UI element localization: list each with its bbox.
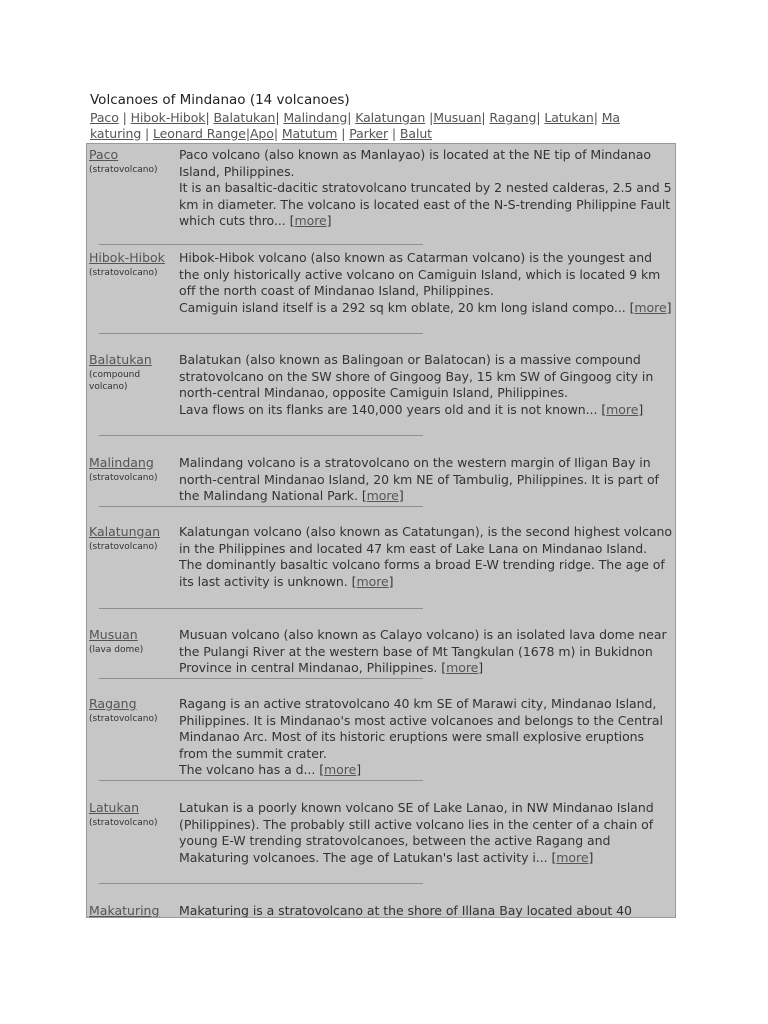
more-link[interactable]: more (294, 213, 327, 228)
volcano-name-link[interactable]: Hibok-Hibok (89, 250, 165, 265)
volcano-description (179, 696, 675, 779)
more-link[interactable]: more (356, 573, 389, 589)
more-link[interactable]: more (634, 299, 667, 315)
volcano-name-link[interactable]: Musuan (89, 627, 138, 642)
volcano-type: (stratovolcano) (89, 268, 158, 278)
description-line: Lava flows on its flanks are 140,000 years old and it is not known... [more] (179, 401, 644, 417)
nav-link-musuan[interactable]: Musuan (433, 110, 482, 125)
volcano-description (179, 147, 675, 230)
volcano-description (179, 352, 675, 418)
volcano-nav: Paco | Hibok-Hibok| Balatukan| Malindang| Kalatungan |Musuan| Ragang| Latukan| Ma katuring | Leonard Range|Apo| Matutum | Parker | Balut (90, 110, 620, 141)
description-line: Hibok-Hibok volcano (also known as Catarman volcano) is the youngest and the only historically active volcano on Camiguin Island, which is located 9 km off the north coast of Mindanao Island, Philippines. (179, 250, 661, 298)
volcano-name-link[interactable]: Makaturing (89, 903, 160, 918)
entry-divider (99, 780, 423, 781)
nav-link-hibok-hibok[interactable]: Hibok-Hibok (130, 110, 206, 125)
description-line: Balatukan (also known as Balingoan or Balatocan) is a massive compound stratovolcano on the SW shore of Gingoog Bay, 15 km SW of Gingoog city in north-central Mindanao, opposite Camiguin Island, Philippines. (179, 352, 654, 400)
description-text: The volcano has a d... (179, 762, 320, 777)
entry-divider (99, 608, 423, 609)
description-text: Musuan volcano (also known as Calayo volcano) is an isolated lava dome near the Pulangi River at the western base of Mt Tangkulan (1678 m) in Bukidnon Province in central Mindanao, Philippines. (179, 627, 667, 675)
nav-link-leonard-range[interactable]: Leonard Range (153, 126, 246, 141)
description-line: Malindang volcano is a stratovolcano on the western margin of Iligan Bay in north-central Mindanao Island, 20 km NE of Tambulig, Philippines. It is part of the Malindang National Park. [more] (179, 455, 659, 503)
entry-divider (99, 244, 423, 245)
description-line: Musuan volcano (also known as Calayo volcano) is an isolated lava dome near the Pulangi River at the western base of Mt Tangkulan (1678 m) in Bukidnon Province in central Mindanao, Philippines. [more] (179, 627, 667, 675)
nav-link-makaturing-part1[interactable]: Ma (601, 110, 620, 125)
description-line: Kalatungan volcano (also known as Catatungan), is the second highest volcano in the Philippines and located 47 km east of Lake Lana on Mindanao Island. (179, 524, 673, 556)
page-title: Volcanoes of Mindanao (14 volcanoes) (90, 92, 350, 108)
description-text: Latukan is a poorly known volcano SE of Lake Lanao, in NW Mindanao Island (Philippines). The probably still active volcano lies in the center of a chain of young E-W trending stratovolcanoes, between the active Ragang and Makaturing volcanoes. The age of Latukan's last activity i... (179, 800, 654, 865)
description-line: The volcano has a d... [more] (179, 762, 362, 777)
volcano-type: (lava dome) (89, 645, 144, 655)
description-line: It is an basaltic-dacitic stratovolcano truncated by 2 nested calderas, 2.5 and 5 km in diameter. The volcano is located east of the N-S-trending Philippine Fault which cuts thro... [more] (179, 180, 672, 228)
volcano-type: (stratovolcano) (89, 165, 158, 175)
volcano-type: (stratovolcano) (89, 542, 158, 552)
nav-link-balut[interactable]: Balut (399, 126, 432, 141)
nav-link-makaturing-part2[interactable]: katuring (90, 126, 142, 141)
volcano-type: (stratovolcano) (89, 714, 158, 724)
nav-link-parker[interactable]: Parker (349, 126, 389, 141)
nav-link-paco[interactable]: Paco (90, 110, 119, 125)
description-line: Camiguin island itself is a 292 sq km oblate, 20 km long island compo... [more] (179, 299, 672, 315)
volcano-description (179, 524, 675, 590)
volcano-name-link[interactable]: Paco (89, 147, 119, 162)
nav-link-latukan[interactable]: Latukan (544, 110, 594, 125)
nav-link-balatukan[interactable]: Balatukan (213, 110, 276, 125)
volcano-name-link[interactable]: Malindang (89, 455, 154, 470)
volcano-type: (stratovolcano) (89, 818, 158, 828)
more-link[interactable]: more (366, 488, 399, 503)
volcano-list (86, 143, 676, 918)
description-text: The dominantly basaltic volcano forms a broad E-W trending ridge. The age of its last activity is unknown. (179, 557, 665, 589)
volcano-name-link[interactable]: Kalatungan (89, 524, 161, 539)
volcano-description (179, 627, 675, 677)
description-line: Makaturing is a stratovolcano at the shore of Illana Bay located about 40 (179, 903, 632, 918)
description-line: The dominantly basaltic volcano forms a broad E-W trending ridge. The age of its last activity is unknown. [more] (179, 557, 665, 589)
entry-divider (99, 333, 423, 334)
volcano-type: (stratovolcano) (89, 473, 158, 483)
description-line: Latukan is a poorly known volcano SE of Lake Lanao, in NW Mindanao Island (Philippines). The probably still active volcano lies in the center of a chain of young E-W trending stratovolcanoes, between the active Ragang and Makaturing volcanoes. The age of Latukan's last activity i... [more] (179, 800, 654, 865)
description-line: Ragang is an active stratovolcano 40 km SE of Marawi city, Mindanao Island, Philippines. It is Mindanao's most active volcanoes and belongs to the Central Mindanao Arc. Most of its historic eruptions were small explosive eruptions from the summit crater. (179, 696, 663, 761)
entry-divider (99, 883, 423, 884)
more-link[interactable]: more (556, 849, 589, 865)
nav-link-ragang[interactable]: Ragang (489, 110, 537, 125)
volcano-name-link[interactable]: Ragang (89, 696, 137, 711)
entry-divider (99, 435, 423, 436)
nav-link-malindang[interactable]: Malindang (283, 110, 348, 125)
description-text: Malindang volcano is a stratovolcano on the western margin of Iligan Bay in north-central Mindanao Island, 20 km NE of Tambulig, Philippines. It is part of the Malindang National Park. (179, 455, 659, 503)
volcano-name-link[interactable]: Balatukan (89, 352, 152, 367)
more-link[interactable]: more (324, 762, 357, 777)
nav-link-kalatungan[interactable]: Kalatungan (355, 110, 426, 125)
nav-link-matutum[interactable]: Matutum (281, 126, 338, 141)
description-line: Paco volcano (also known as Manlayao) is located at the NE tip of Mindanao Island, Philippines. (179, 147, 651, 179)
volcano-description (179, 800, 675, 866)
volcano-description (179, 903, 675, 918)
entry-divider (99, 506, 423, 507)
volcano-description (179, 455, 675, 505)
volcano-description (179, 250, 675, 316)
more-link[interactable]: more (606, 401, 639, 417)
description-text: Lava flows on its flanks are 140,000 years old and it is not known... (179, 401, 602, 417)
entry-divider (99, 678, 423, 679)
nav-link-apo[interactable]: Apo (249, 126, 274, 141)
volcano-type: (compound volcano) (89, 370, 141, 392)
description-text: Camiguin island itself is a 292 sq km oblate, 20 km long island compo... (179, 299, 630, 315)
description-text: It is an basaltic-dacitic stratovolcano truncated by 2 nested calderas, 2.5 and 5 km in diameter. The volcano is located east of the N-S-trending Philippine Fault which cuts thro... (179, 180, 672, 228)
more-link[interactable]: more (446, 660, 479, 675)
volcano-name-link[interactable]: Latukan (89, 800, 140, 815)
